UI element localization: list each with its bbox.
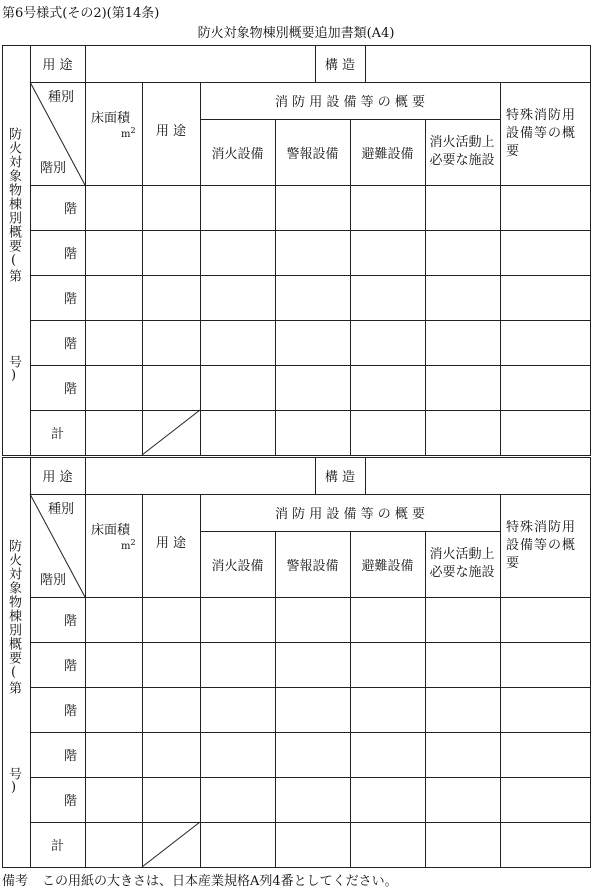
extinguishing-equipment-label: 消火設備 bbox=[211, 558, 264, 574]
floor-row-label: 階 bbox=[63, 704, 77, 719]
table-cell-input[interactable] bbox=[86, 231, 141, 274]
side-number: 号) bbox=[6, 355, 21, 383]
alarm-equipment-label: 警報設備 bbox=[286, 558, 339, 574]
total-cell-input[interactable] bbox=[351, 411, 424, 454]
table-cell-input[interactable] bbox=[201, 231, 274, 274]
floor-area-unit bbox=[121, 538, 136, 552]
floor-row-label: 階 bbox=[63, 382, 77, 397]
structure-label: 構 造 bbox=[324, 58, 356, 73]
remarks-label: 備考 bbox=[2, 874, 29, 889]
total-cell-input[interactable] bbox=[501, 411, 589, 454]
type-label: 種別 bbox=[48, 502, 75, 517]
table-cell-input[interactable] bbox=[501, 276, 589, 319]
total-cell-input[interactable] bbox=[426, 823, 499, 866]
area-unit-sup: 2 bbox=[130, 126, 136, 135]
table-cell-input[interactable] bbox=[201, 366, 274, 409]
table-cell-input[interactable] bbox=[143, 321, 199, 364]
table-cell-input[interactable] bbox=[426, 598, 499, 641]
use-value-field[interactable] bbox=[86, 46, 314, 81]
table-cell-input[interactable] bbox=[86, 733, 141, 776]
column-use-label: 用 途 bbox=[155, 124, 187, 139]
table-cell-input[interactable] bbox=[276, 733, 349, 776]
document-title: 防火対象物棟別概要追加書類(A4) bbox=[197, 26, 395, 41]
table-cell-input[interactable] bbox=[351, 276, 424, 319]
table-cell-input[interactable] bbox=[501, 321, 589, 364]
fire-equipment-overview-label: 消 防 用 設 備 等 の 概 要 bbox=[274, 507, 426, 522]
table-cell-input[interactable] bbox=[201, 321, 274, 364]
floor-area-label: 床面積 bbox=[91, 523, 131, 538]
area-unit-m: m bbox=[121, 541, 131, 552]
table-cell-input[interactable] bbox=[501, 778, 589, 821]
table-cell-input[interactable] bbox=[351, 778, 424, 821]
table-cell-input[interactable] bbox=[276, 321, 349, 364]
table-cell-input[interactable] bbox=[276, 276, 349, 319]
firefighting-activity-cell bbox=[425, 119, 500, 185]
total-cell-input[interactable] bbox=[276, 411, 349, 454]
table-cell-input[interactable] bbox=[426, 778, 499, 821]
table-cell-input[interactable] bbox=[501, 366, 589, 409]
table-cell-input[interactable] bbox=[143, 231, 199, 274]
floor-row-label: 階 bbox=[63, 292, 77, 307]
fire-equipment-overview-label: 消 防 用 設 備 等 の 概 要 bbox=[274, 95, 426, 110]
table-cell-input[interactable] bbox=[86, 186, 141, 229]
total-label: 計 bbox=[50, 839, 64, 854]
table-cell-input[interactable] bbox=[201, 186, 274, 229]
table-cell-input[interactable] bbox=[276, 231, 349, 274]
floor-label: 階別 bbox=[40, 573, 67, 588]
table-cell-input[interactable] bbox=[201, 688, 274, 731]
firefighting-activity-cell bbox=[425, 531, 500, 597]
table-cell-input[interactable] bbox=[86, 778, 141, 821]
use-total-strike bbox=[142, 822, 200, 867]
table-cell-input[interactable] bbox=[276, 186, 349, 229]
alarm-equipment-label: 警報設備 bbox=[286, 146, 339, 162]
table-cell-input[interactable] bbox=[501, 186, 589, 229]
table-cell-input[interactable] bbox=[143, 643, 199, 686]
table-cell-input[interactable] bbox=[276, 778, 349, 821]
evacuation-equipment-label: 避難設備 bbox=[361, 558, 414, 574]
floor-area-label: 床面積 bbox=[91, 111, 131, 126]
floor-label: 階別 bbox=[40, 161, 67, 176]
table-cell-input[interactable] bbox=[501, 733, 589, 776]
structure-value-field[interactable] bbox=[366, 46, 589, 81]
special-equipment-cell bbox=[500, 494, 590, 597]
table-cell-input[interactable] bbox=[426, 321, 499, 364]
table-cell-input[interactable] bbox=[143, 778, 199, 821]
table-cell-input[interactable] bbox=[201, 778, 274, 821]
table-cell-input[interactable] bbox=[143, 276, 199, 319]
table-cell-input[interactable] bbox=[501, 598, 589, 641]
floor-area-unit bbox=[121, 126, 136, 140]
table-cell-input[interactable] bbox=[351, 643, 424, 686]
floor-row-label: 階 bbox=[63, 202, 77, 217]
table-cell-input[interactable] bbox=[201, 598, 274, 641]
table-cell-input[interactable] bbox=[501, 688, 589, 731]
building-overview-table bbox=[0, 45, 592, 456]
total-cell-input[interactable] bbox=[201, 823, 274, 866]
use-label: 用 途 bbox=[42, 58, 73, 73]
total-cell-input[interactable] bbox=[276, 823, 349, 866]
table-cell-input[interactable] bbox=[426, 186, 499, 229]
floor-row-label: 階 bbox=[63, 247, 77, 262]
special-equipment-label: 特殊消防用設備等の概要 bbox=[506, 519, 577, 571]
side-number: 号) bbox=[6, 767, 21, 795]
table-cell-input[interactable] bbox=[276, 598, 349, 641]
table-cell-input[interactable] bbox=[201, 643, 274, 686]
table-cell-input[interactable] bbox=[86, 598, 141, 641]
table-cell-input[interactable] bbox=[143, 598, 199, 641]
table-cell-input[interactable] bbox=[143, 733, 199, 776]
use-value-field[interactable] bbox=[86, 458, 314, 493]
table-cell-input[interactable] bbox=[351, 186, 424, 229]
table-cell-input[interactable] bbox=[351, 733, 424, 776]
total-cell-input[interactable] bbox=[86, 823, 141, 866]
table-cell-input[interactable] bbox=[201, 733, 274, 776]
evacuation-equipment-label: 避難設備 bbox=[361, 146, 414, 162]
table-cell-input[interactable] bbox=[86, 366, 141, 409]
table-cell-input[interactable] bbox=[86, 276, 141, 319]
total-cell-input[interactable] bbox=[351, 823, 424, 866]
table-cell-input[interactable] bbox=[276, 643, 349, 686]
table-cell-input[interactable] bbox=[86, 321, 141, 364]
side-title: 防火対象物棟別概要(第 bbox=[6, 127, 21, 283]
building-overview-table bbox=[0, 457, 592, 868]
table-cell-input[interactable] bbox=[426, 276, 499, 319]
column-use-label: 用 途 bbox=[155, 536, 187, 551]
firefighting-activity-label: 消火活動上必要な施設 bbox=[429, 547, 495, 580]
special-equipment-label: 特殊消防用設備等の概要 bbox=[506, 107, 577, 159]
table-cell-input[interactable] bbox=[426, 366, 499, 409]
firefighting-activity-label: 消火活動上必要な施設 bbox=[429, 135, 495, 168]
table-cell-input[interactable] bbox=[351, 366, 424, 409]
table-cell-input[interactable] bbox=[426, 733, 499, 776]
table-cell-input[interactable] bbox=[426, 688, 499, 731]
special-equipment-cell bbox=[500, 82, 590, 185]
area-unit-m: m bbox=[121, 129, 131, 140]
total-cell-input[interactable] bbox=[426, 411, 499, 454]
side-title: 防火対象物棟別概要(第 bbox=[6, 539, 21, 695]
floor-row-label: 階 bbox=[63, 337, 77, 352]
extinguishing-equipment-label: 消火設備 bbox=[211, 146, 264, 162]
table-cell-input[interactable] bbox=[86, 643, 141, 686]
type-label: 種別 bbox=[48, 90, 75, 105]
total-cell-input[interactable] bbox=[201, 411, 274, 454]
table-cell-input[interactable] bbox=[86, 688, 141, 731]
table-cell-input[interactable] bbox=[501, 643, 589, 686]
total-label: 計 bbox=[50, 427, 64, 442]
table-cell-input[interactable] bbox=[426, 643, 499, 686]
floor-row-label: 階 bbox=[63, 749, 77, 764]
table-cell-input[interactable] bbox=[426, 231, 499, 274]
remarks-text: この用紙の大きさは、日本産業規格A列4番としてください。 bbox=[42, 874, 398, 889]
form-number: 第6号様式(その2)(第14条) bbox=[2, 6, 160, 21]
use-total-strike bbox=[142, 410, 200, 455]
area-unit-sup: 2 bbox=[130, 538, 136, 547]
floor-row-label: 階 bbox=[63, 794, 77, 809]
table-cell-input[interactable] bbox=[351, 598, 424, 641]
table-cell-input[interactable] bbox=[351, 321, 424, 364]
table-cell-input[interactable] bbox=[201, 276, 274, 319]
remarks-note bbox=[2, 870, 398, 889]
table-cell-input[interactable] bbox=[143, 688, 199, 731]
table-cell-input[interactable] bbox=[276, 688, 349, 731]
table-cell-input[interactable] bbox=[351, 231, 424, 274]
structure-value-field[interactable] bbox=[366, 458, 589, 493]
table-cell-input[interactable] bbox=[276, 366, 349, 409]
floor-row-label: 階 bbox=[63, 659, 77, 674]
structure-label: 構 造 bbox=[324, 470, 356, 485]
total-cell-input[interactable] bbox=[86, 411, 141, 454]
table-cell-input[interactable] bbox=[501, 231, 589, 274]
floor-row-label: 階 bbox=[63, 614, 77, 629]
total-cell-input[interactable] bbox=[501, 823, 589, 866]
use-label: 用 途 bbox=[42, 470, 73, 485]
table-cell-input[interactable] bbox=[143, 186, 199, 229]
table-cell-input[interactable] bbox=[143, 366, 199, 409]
table-cell-input[interactable] bbox=[351, 688, 424, 731]
